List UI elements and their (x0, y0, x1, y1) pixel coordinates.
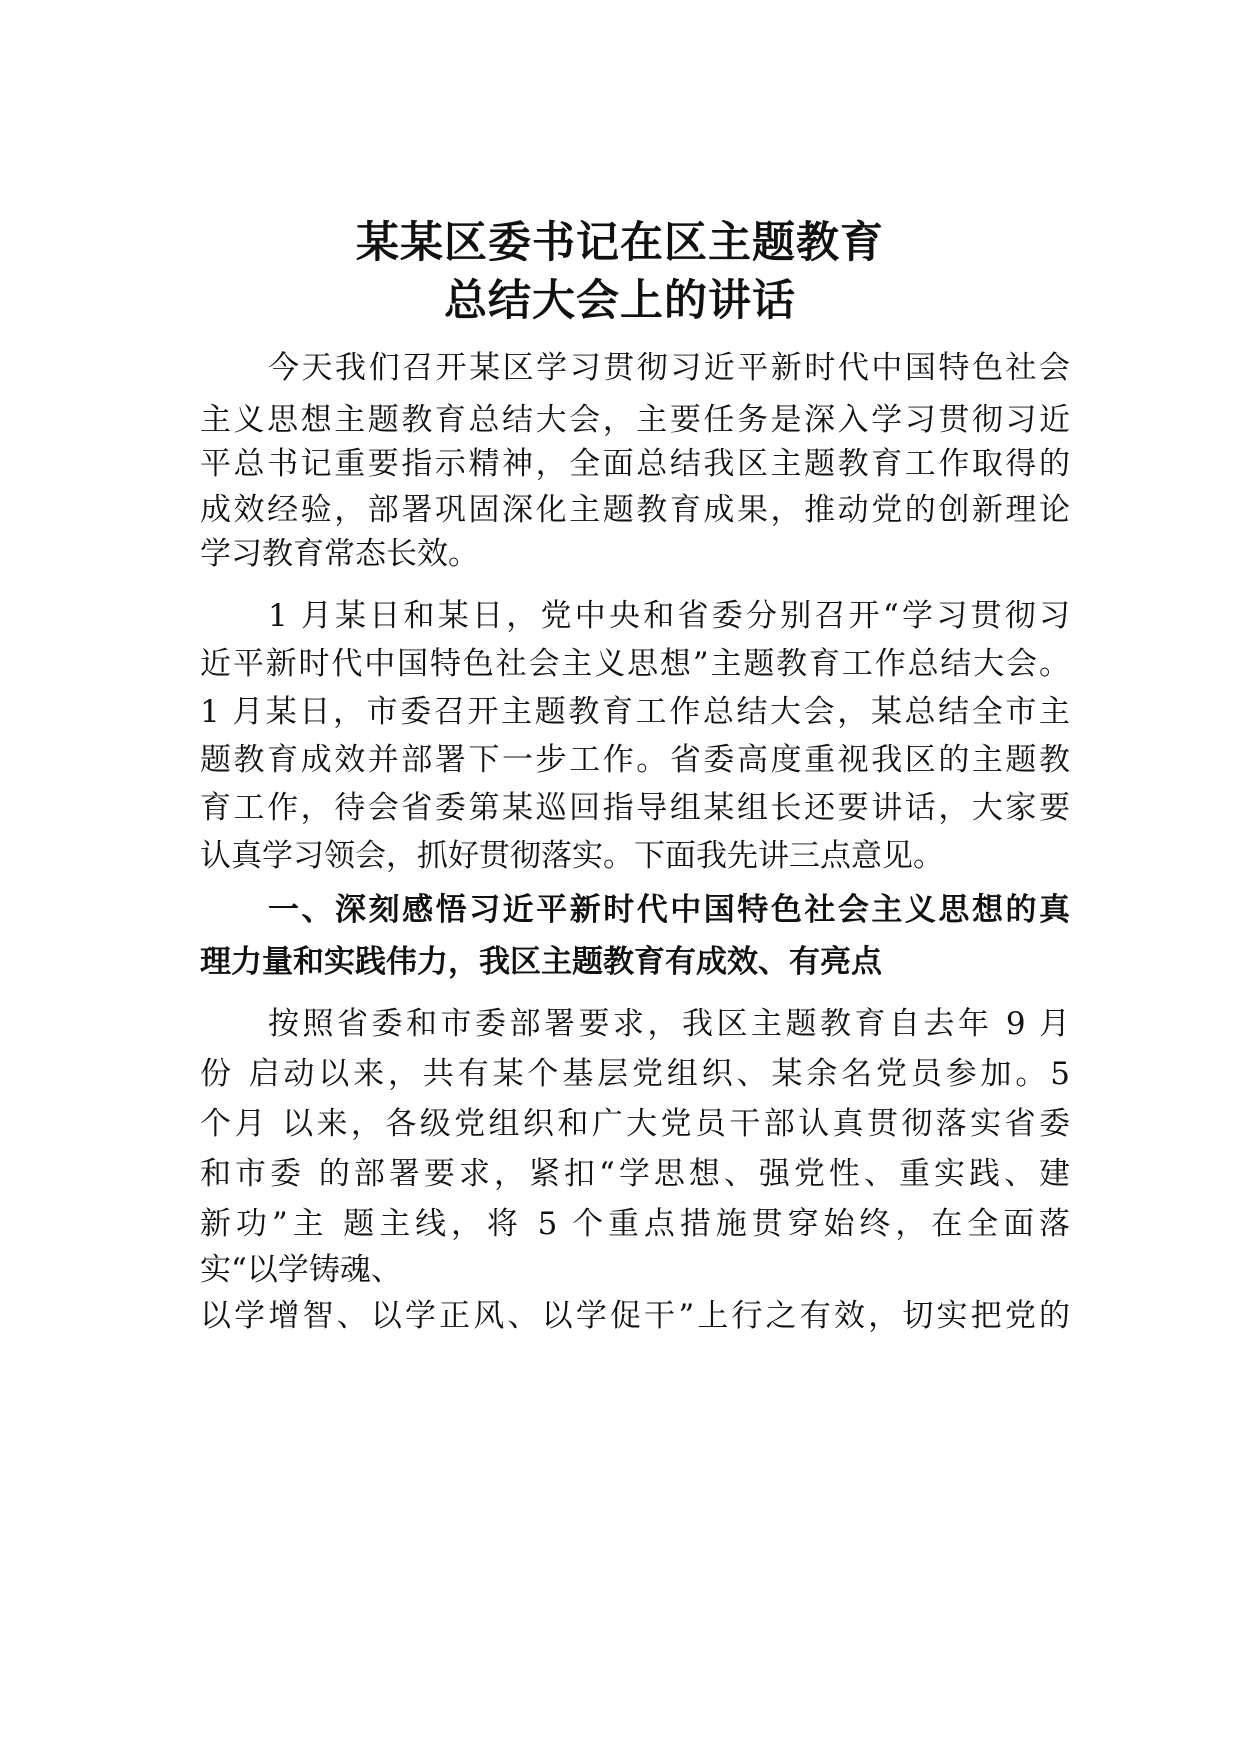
section-heading-1-line-1: 一、深刻感悟习近平新时代中国特色社会主义思想的真 (268, 892, 1070, 928)
paragraph-2-line-5: 育工作，待会省委第某巡回指导组某组长还要讲话，大家要 (200, 790, 1070, 826)
paragraph-1-line-1: 今天我们召开某区学习贯彻习近平新时代中国特色社会 (268, 350, 1070, 386)
paragraph-3-line-1: 按照省委和市委部署要求，我区主题教育自去年 9 月 (268, 1006, 1070, 1042)
document-title-line-1: 某某区委书记在区主题教育 (356, 218, 884, 268)
paragraph-2-line-6: 认真学习领会，抓好贯彻落实。下面我先讲三点意见。 (200, 838, 944, 874)
paragraph-1-line-4: 成效经验，部署巩固深化主题教育成果，推动党的创新理论 (200, 492, 1070, 528)
paragraph-2-line-1: 1 月某日和某日，党中央和省委分别召开“学习贯彻习 (268, 598, 1070, 634)
paragraph-2-line-4: 题教育成效并部署下一步工作。省委高度重视我区的主题教 (200, 742, 1070, 778)
paragraph-1-line-3: 平总书记重要指示精神，全面总结我区主题教育工作取得的 (200, 446, 1070, 482)
paragraph-3-line-3: 个月 以来，各级党组织和广大党员干部认真贯彻落实省委 (200, 1106, 1070, 1142)
paragraph-1-line-5: 学习教育常态长效。 (200, 536, 479, 572)
document-title-line-2: 总结大会上的讲话 (444, 276, 796, 326)
section-heading-1-line-2: 理力量和实践伟力，我区主题教育有成效、有亮点 (200, 944, 882, 980)
paragraph-1-line-2: 主义思想主题教育总结大会，主要任务是深入学习贯彻习近 (200, 402, 1070, 438)
paragraph-3-line-6: 实“以学铸魂、 (200, 1252, 402, 1288)
paragraph-3-line-7: 以学增智、以学正风、以学促干”上行之有效，切实把党的 (200, 1298, 1070, 1334)
paragraph-2-line-2: 近平新时代中国特色社会主义思想”主题教育工作总结大会。 (200, 646, 1070, 682)
paragraph-3-line-2: 份 启动以来，共有某个基层党组织、某余名党员参加。5 (200, 1056, 1070, 1092)
paragraph-2-line-3: 1 月某日，市委召开主题教育工作总结大会，某总结全市主 (200, 694, 1070, 730)
paragraph-3-line-4: 和市委 的部署要求，紧扣“学思想、强党性、重实践、建 (200, 1156, 1070, 1192)
paragraph-3-line-5: 新功”主 题主线，将 5 个重点措施贯穿始终，在全面落 (200, 1206, 1070, 1242)
